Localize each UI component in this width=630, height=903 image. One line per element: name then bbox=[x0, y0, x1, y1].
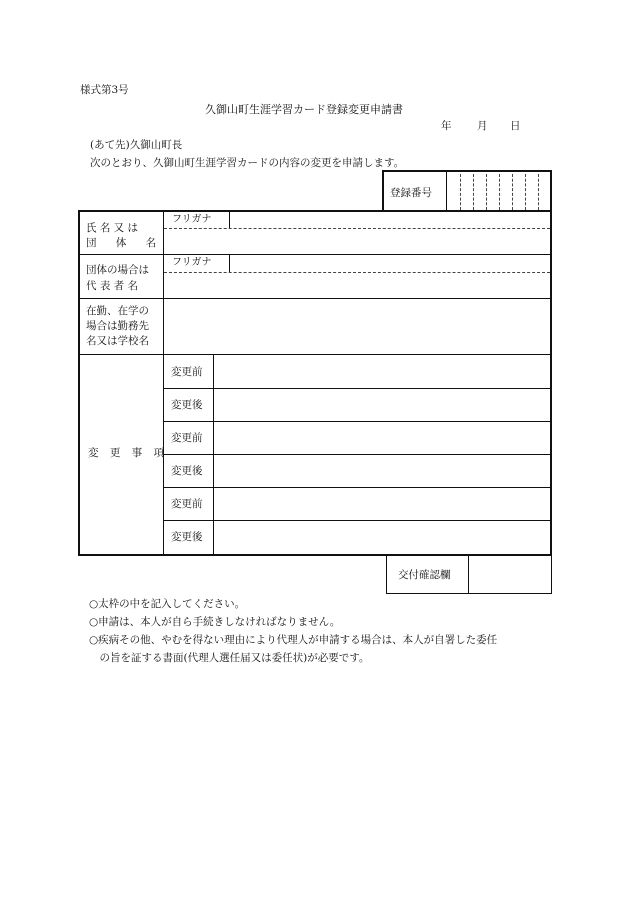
furigana-label: フリガナ bbox=[172, 257, 212, 268]
registration-number-field[interactable] bbox=[446, 172, 550, 212]
rep-label-line1: 団体の場合は bbox=[86, 264, 149, 276]
work-field[interactable] bbox=[164, 299, 550, 354]
change-before-label: 変更前 bbox=[171, 498, 203, 510]
change-before-field[interactable] bbox=[214, 355, 550, 388]
change-after-label: 変更後 bbox=[171, 399, 203, 411]
change-after-field[interactable] bbox=[214, 455, 550, 487]
name-furigana-field[interactable] bbox=[230, 212, 550, 228]
date-day: 日 bbox=[510, 120, 521, 132]
change-before-label: 変更前 bbox=[171, 366, 203, 378]
note-item: ○疾病その他、やむを得ない理由により代理人が申請する場合は、本人が自署した委任 bbox=[89, 634, 498, 646]
registration-label: 登録番号 bbox=[390, 187, 432, 199]
addressee: (あて先)久御山町長 bbox=[90, 139, 183, 151]
name-label-line1: 氏 名 又 は bbox=[86, 222, 139, 234]
note-item: の旨を証する書面(代理人選任届又は委任状)が必要です。 bbox=[89, 652, 370, 664]
confirm-label: 交付確認欄 bbox=[398, 569, 451, 581]
form-number: 様式第3号 bbox=[80, 84, 129, 96]
change-after-field[interactable] bbox=[214, 521, 550, 554]
intro-text: 次のとおり、久御山町生涯学習カードの内容の変更を申請します。 bbox=[90, 157, 405, 169]
change-before-label: 変更前 bbox=[171, 432, 203, 444]
confirm-field bbox=[469, 556, 551, 593]
change-after-label: 変更後 bbox=[171, 531, 203, 543]
rep-label-line2: 代 表 者 名 bbox=[86, 280, 139, 292]
page-title: 久御山町生涯学習カード登録変更申請書 bbox=[205, 103, 403, 116]
name-label-line2: 団 体 名 bbox=[86, 237, 165, 249]
rep-furigana-field[interactable] bbox=[230, 255, 550, 272]
work-label-line3: 名又は学校名 bbox=[86, 335, 149, 347]
change-before-field[interactable] bbox=[214, 488, 550, 520]
change-before-field[interactable] bbox=[214, 422, 550, 454]
name-field[interactable] bbox=[164, 229, 550, 254]
furigana-label: フリガナ bbox=[172, 214, 212, 225]
rep-name-field[interactable] bbox=[164, 273, 550, 298]
change-after-field[interactable] bbox=[214, 389, 550, 421]
work-label-line2: 場合は勤務先 bbox=[86, 320, 149, 332]
note-item: ○申請は、本人が自ら手続きしなければなりません。 bbox=[89, 616, 341, 628]
change-after-label: 変更後 bbox=[171, 465, 203, 477]
change-items-label: 変 更 事 項 bbox=[88, 447, 169, 459]
work-label-line1: 在勤、在学の bbox=[86, 305, 149, 317]
date-year: 年 bbox=[441, 120, 452, 132]
note-item: ○太枠の中を記入してください。 bbox=[89, 598, 246, 610]
date-month: 月 bbox=[477, 120, 488, 132]
